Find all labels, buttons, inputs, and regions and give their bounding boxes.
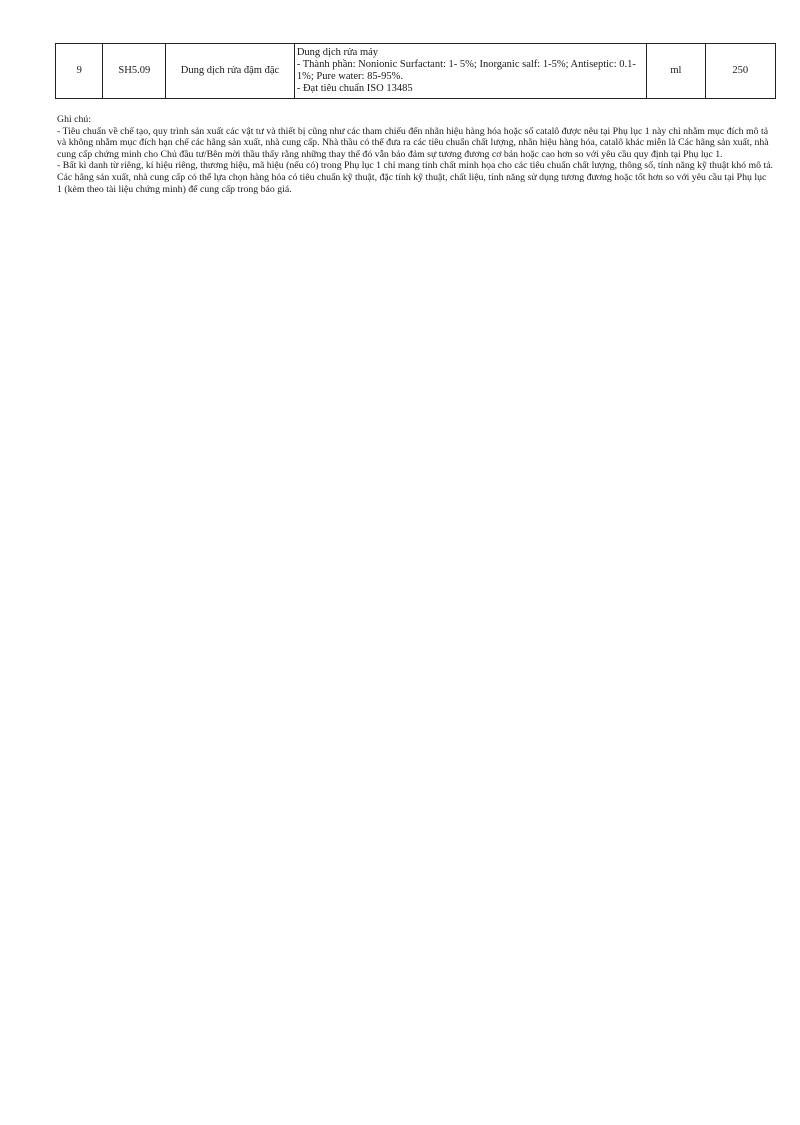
table-row: [56, 44, 776, 99]
notes-section: [57, 114, 773, 195]
note-paragraph: - Bất kì danh từ riêng, kí hiệu riêng, thương hiệu, mã hiệu (nếu có) trong Phụ lục 1 chỉ mang tính chất minh họa cho các tiêu chuẩn chất lượng, thông số, tính năng kỹ thuật khó mô tả. Các hãng sản xuất, nhà cung cấp có thể lựa chọn hàng hóa có tiêu chuẩn kỹ thuật, đặc tính kỹ thuật, chất liệu, tính năng sử dụng tương đương hoặc tốt hơn so với yêu cầu tại Phụ lục 1 (kèm theo tài liệu chứng minh) để cung cấp trong báo giá.: [57, 160, 773, 195]
spec-line: - Thành phần: Nonionic Surfactant: 1- 5%; Inorganic salf: 1-5%; Antiseptic: 0.1-: [296, 59, 636, 70]
item-specification: [294, 44, 646, 99]
notes-heading: Ghi chú:: [57, 114, 92, 125]
item-name: Dung dịch rửa đậm đặc: [166, 44, 295, 99]
item-unit: ml: [647, 44, 705, 99]
note-paragraph: - Tiêu chuẩn về chế tạo, quy trình sản xuất các vật tư và thiết bị cũng như các tham chiếu đến nhãn hiệu hàng hóa hoặc số catalô được nêu tại Phụ lục 1 này chỉ nhằm mục đích mô tả và không nhằm mục đích hạn chế các hãng sản xuất, nhà cung cấp. Nhà thầu có thể đưa ra các tiêu chuẩn chất lượng, nhãn hiệu hàng hóa, catalô khác miễn là Các hãng sản xuất, nhà cung cấp chứng minh cho Chủ đầu tư/Bên mời thầu thấy rằng những thay thế đó vẫn bảo đảm sự tương đương cơ bản hoặc cao hơn so với yêu cầu quy định tại Phụ lục 1.: [57, 125, 769, 160]
spec-line: - Đạt tiêu chuẩn ISO 13485: [296, 83, 413, 94]
item-quantity: 250: [705, 44, 775, 99]
item-code: SH5.09: [103, 44, 166, 99]
spec-line: 1%; Pure water: 85-95%.: [296, 71, 403, 82]
items-table: [55, 43, 776, 99]
item-number: 9: [56, 44, 103, 99]
spec-line: Dung dịch rửa máy: [296, 47, 379, 58]
